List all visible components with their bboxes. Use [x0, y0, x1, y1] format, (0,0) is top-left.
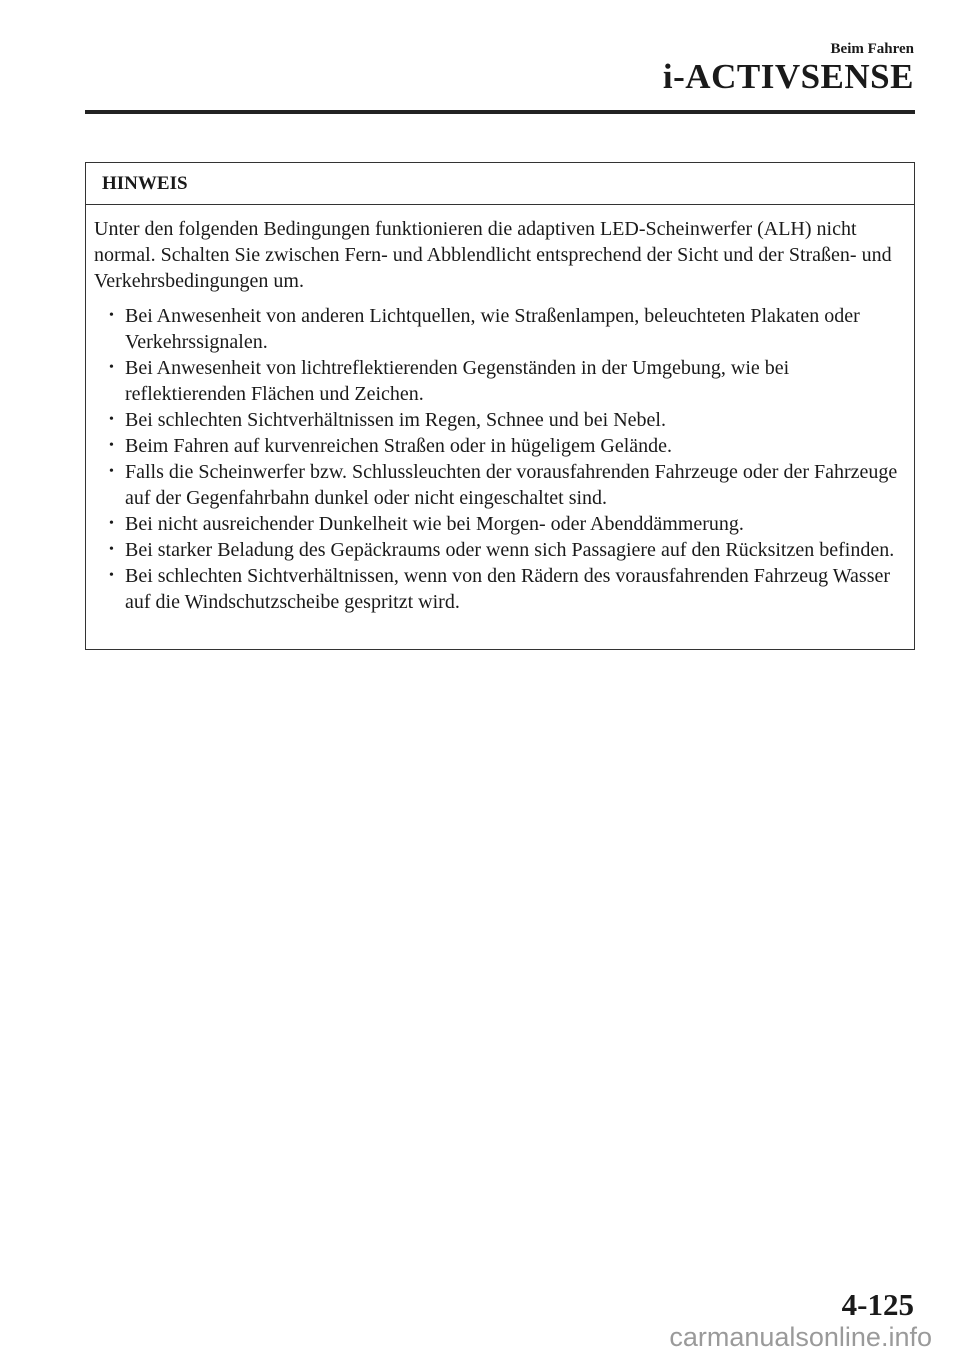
header-rule	[85, 110, 915, 114]
list-item-text: Bei schlechten Sichtverhältnissen im Regen, Schnee und bei Nebel.	[125, 409, 666, 431]
bullet-icon: •	[109, 438, 114, 453]
list-item-text: Bei schlechten Sichtverhältnissen, wenn von den Rädern des vorausfahrenden Fahrzeug Wasser auf die Windschutzscheibe gespritzt wird.	[125, 565, 891, 613]
bullet-icon: •	[109, 412, 114, 427]
list-item	[94, 537, 906, 563]
page-number: 4-125	[841, 1287, 914, 1322]
chapter-title: i-ACTIVSENSE	[662, 57, 914, 96]
list-item	[94, 355, 906, 407]
note-body	[86, 205, 914, 615]
page-header	[663, 40, 914, 96]
note-intro: Unter den folgenden Bedingungen funktionieren die adaptiven LED-Scheinwerfer (ALH) nicht normal. Schalten Sie zwischen Fern- und Abblendlicht entsprechend der Sicht und der Straßen- und Verkehrsbedingungen um.	[94, 218, 892, 292]
list-item	[94, 303, 906, 355]
bullet-icon: •	[109, 360, 114, 375]
list-item-text: Bei Anwesenheit von anderen Lichtquellen, wie Straßenlampen, beleuchteten Plakaten oder Verkehrssignalen.	[125, 305, 860, 353]
bullet-icon: •	[109, 542, 114, 557]
watermark: carmanualsonline.info	[669, 1322, 932, 1352]
note-title: HINWEIS	[86, 163, 914, 205]
list-item	[94, 511, 906, 537]
list-item	[94, 407, 906, 433]
list-item	[94, 459, 906, 511]
note-box	[85, 162, 915, 650]
list-item-text: Falls die Scheinwerfer bzw. Schlussleuchten der vorausfahrenden Fahrzeuge oder der Fahrzeuge auf der Gegenfahrbahn dunkel oder nicht eingeschaltet sind.	[125, 461, 898, 509]
section-title: Beim Fahren	[830, 41, 914, 57]
bullet-icon: •	[109, 516, 114, 531]
bullet-icon: •	[109, 464, 114, 479]
list-item-text: Bei starker Beladung des Gepäckraums oder wenn sich Passagiere auf den Rücksitzen befinden.	[125, 539, 895, 561]
list-item-text: Bei nicht ausreichender Dunkelheit wie bei Morgen- oder Abenddämmerung.	[125, 513, 744, 535]
list-item	[94, 433, 906, 459]
condition-list	[94, 303, 906, 615]
bullet-icon: •	[109, 568, 114, 583]
bullet-icon: •	[109, 308, 114, 323]
list-item	[94, 563, 906, 615]
list-item-text: Bei Anwesenheit von lichtreflektierenden Gegenständen in der Umgebung, wie bei reflektierenden Flächen und Zeichen.	[125, 357, 790, 405]
list-item-text: Beim Fahren auf kurvenreichen Straßen oder in hügeligem Gelände.	[125, 435, 673, 457]
